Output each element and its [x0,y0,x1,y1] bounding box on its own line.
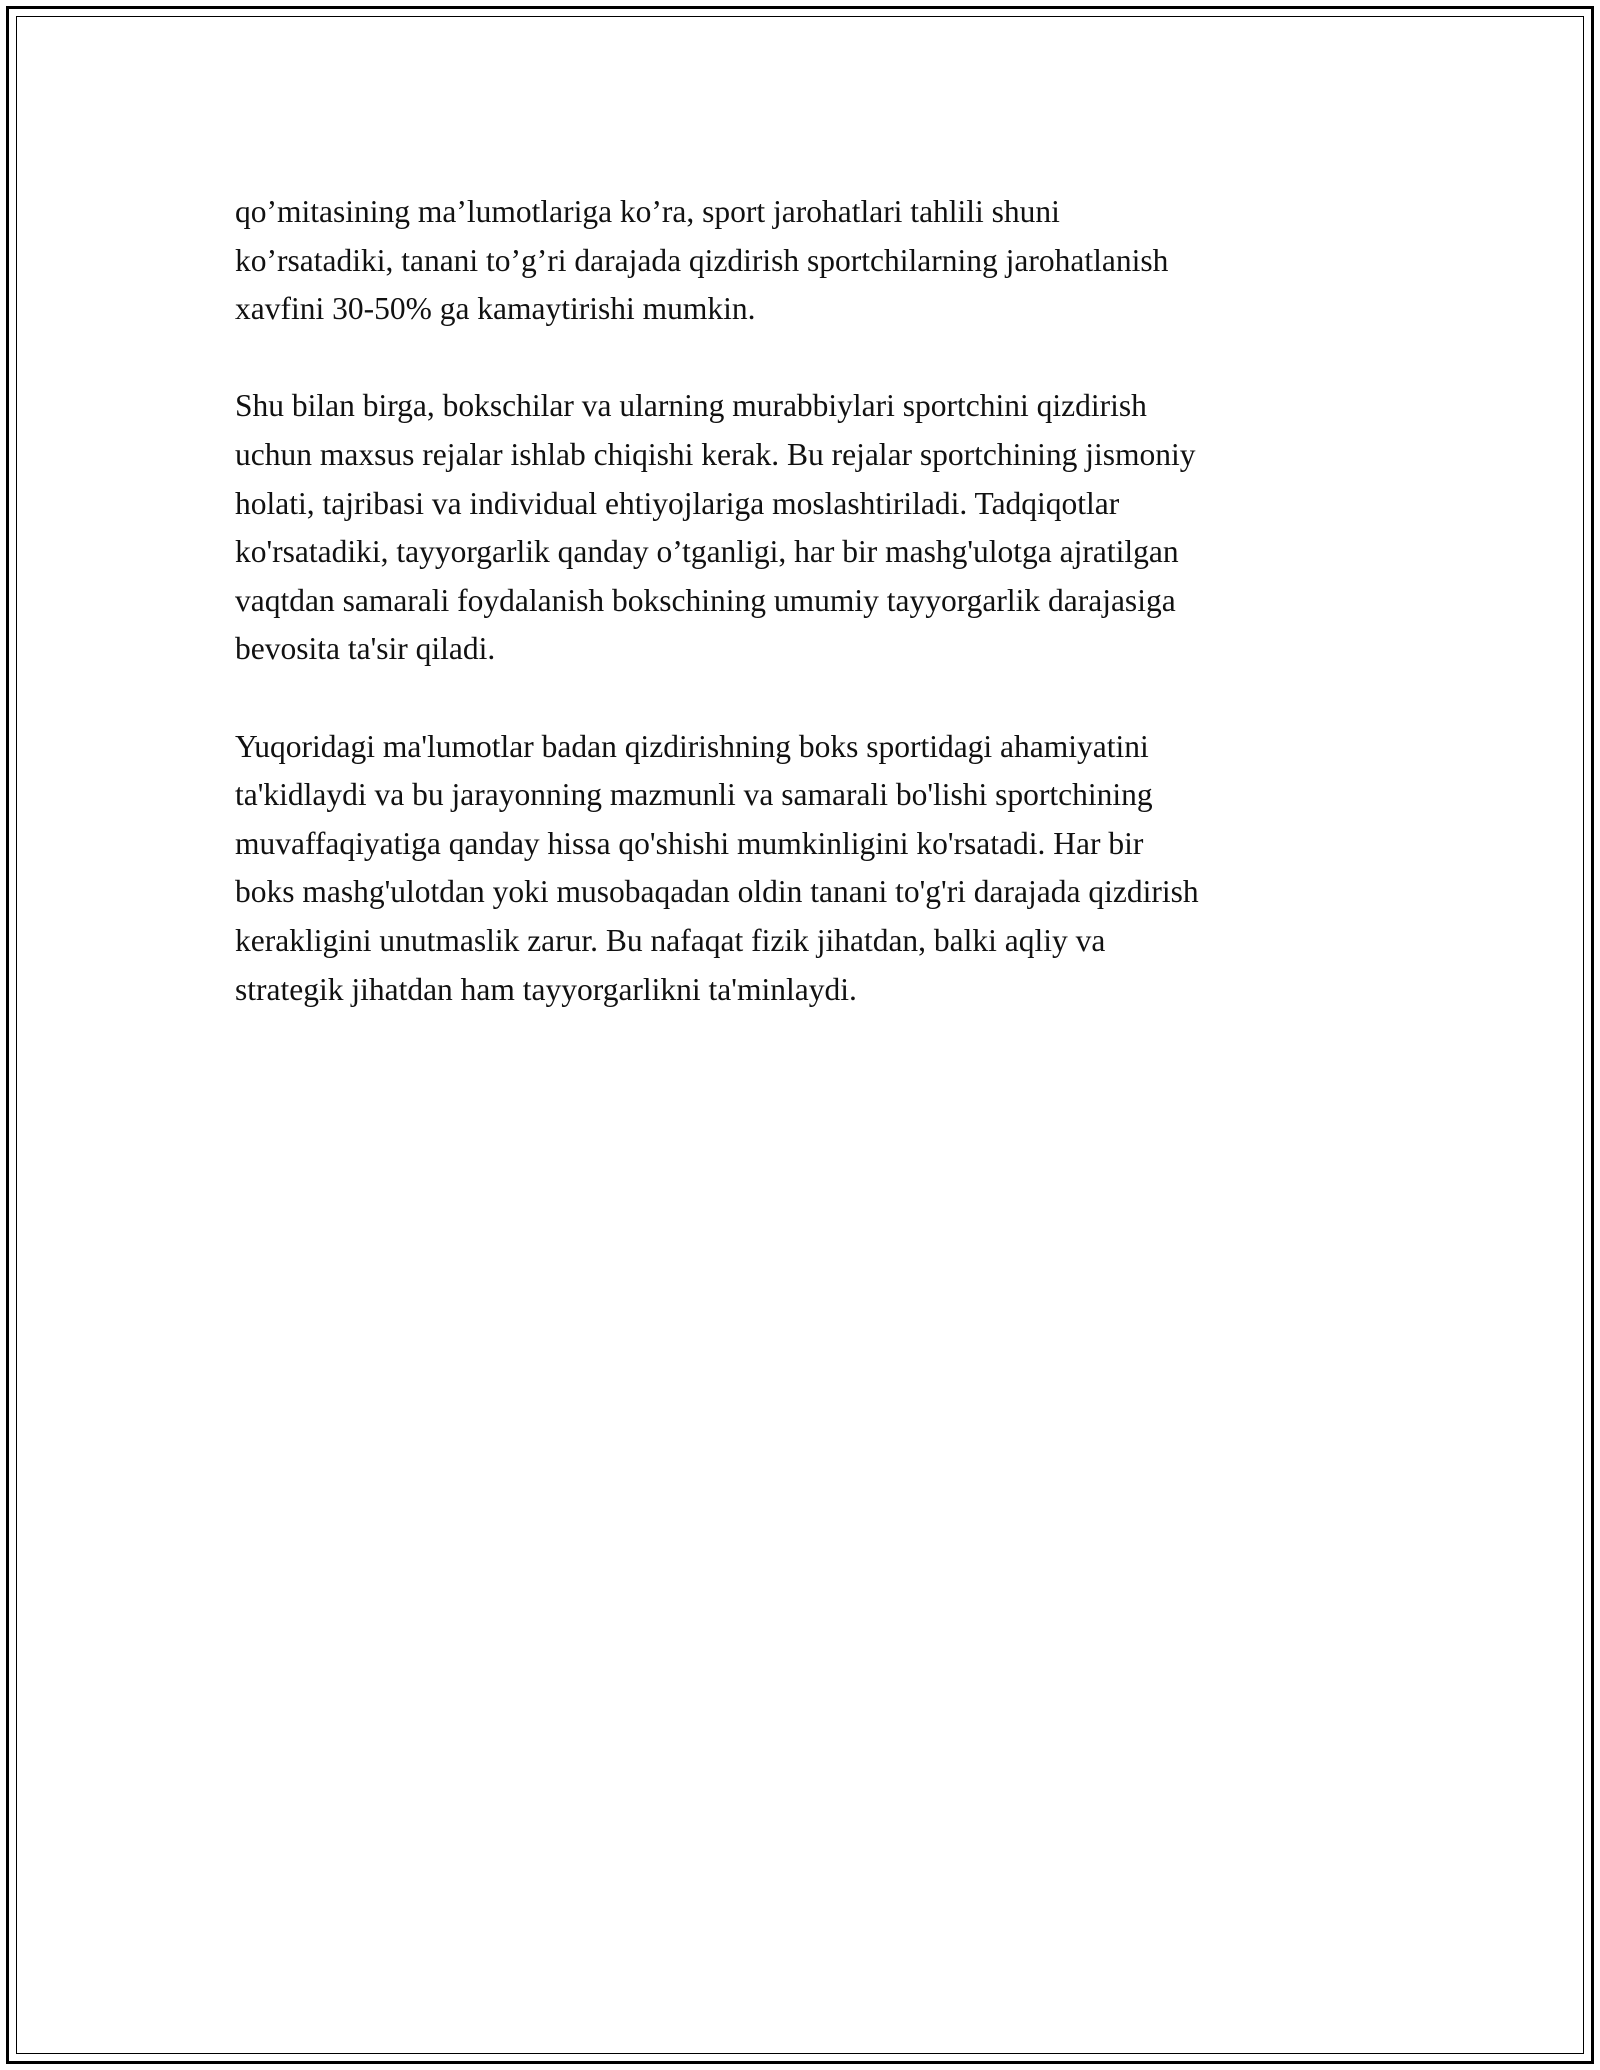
text-line: bevosita ta'sir qiladi. [235,631,496,667]
text-line: qo’mitasining ma’lumotlariga ko’ra, sport jarohatlari tahlili shuni [235,194,1060,229]
paragraph-2 [235,382,1365,674]
text-line: Yuqoridagi ma'lumotlar badan qizdirishning boks sportidagi ahamiyatini [235,728,1149,764]
text-line: xavfini 30-50% ga kamaytirishi mumkin. [235,291,756,327]
text-line: muvaffaqiyatiga qanday hissa qo'shishi mumkinligini ko'rsatadi. Har bir [235,825,1144,861]
document-body [235,188,1365,1063]
text-line: strategik jihatdan ham tayyorgarlikni ta'minlaydi. [235,971,857,1007]
paragraph-1 [235,188,1365,334]
text-line: ko’rsatadiki, tanani to’g’ri darajada qizdirish sportchilarning jarohatlanish [235,242,1169,278]
text-line: boks mashg'ulotdan yoki musobaqadan oldin tanani to'g'ri darajada qizdirish [235,874,1199,910]
paragraph-3 [235,723,1365,1015]
text-line: ko'rsatadiki, tayyorgarlik qanday o’tganligi, har bir mashg'ulotga ajratilgan [235,534,1179,570]
text-line: vaqtdan samarali foydalanish bokschining umumiy tayyorgarlik darajasiga [235,582,1176,618]
text-line: uchun maxsus rejalar ishlab chiqishi kerak. Bu rejalar sportchining jismoniy [235,436,1196,472]
text-line: Shu bilan birga, bokschilar va ularning murabbiylari sportchini qizdirish [235,388,1147,424]
text-line: ta'kidlaydi va bu jarayonning mazmunli va samarali bo'lishi sportchining [235,777,1153,813]
text-line: holati, tajribasi va individual ehtiyojlariga moslashtiriladi. Tadqiqotlar [235,485,1120,521]
text-line: kerakligini unutmaslik zarur. Bu nafaqat fizik jihatdan, balki aqliy va [235,922,1106,958]
